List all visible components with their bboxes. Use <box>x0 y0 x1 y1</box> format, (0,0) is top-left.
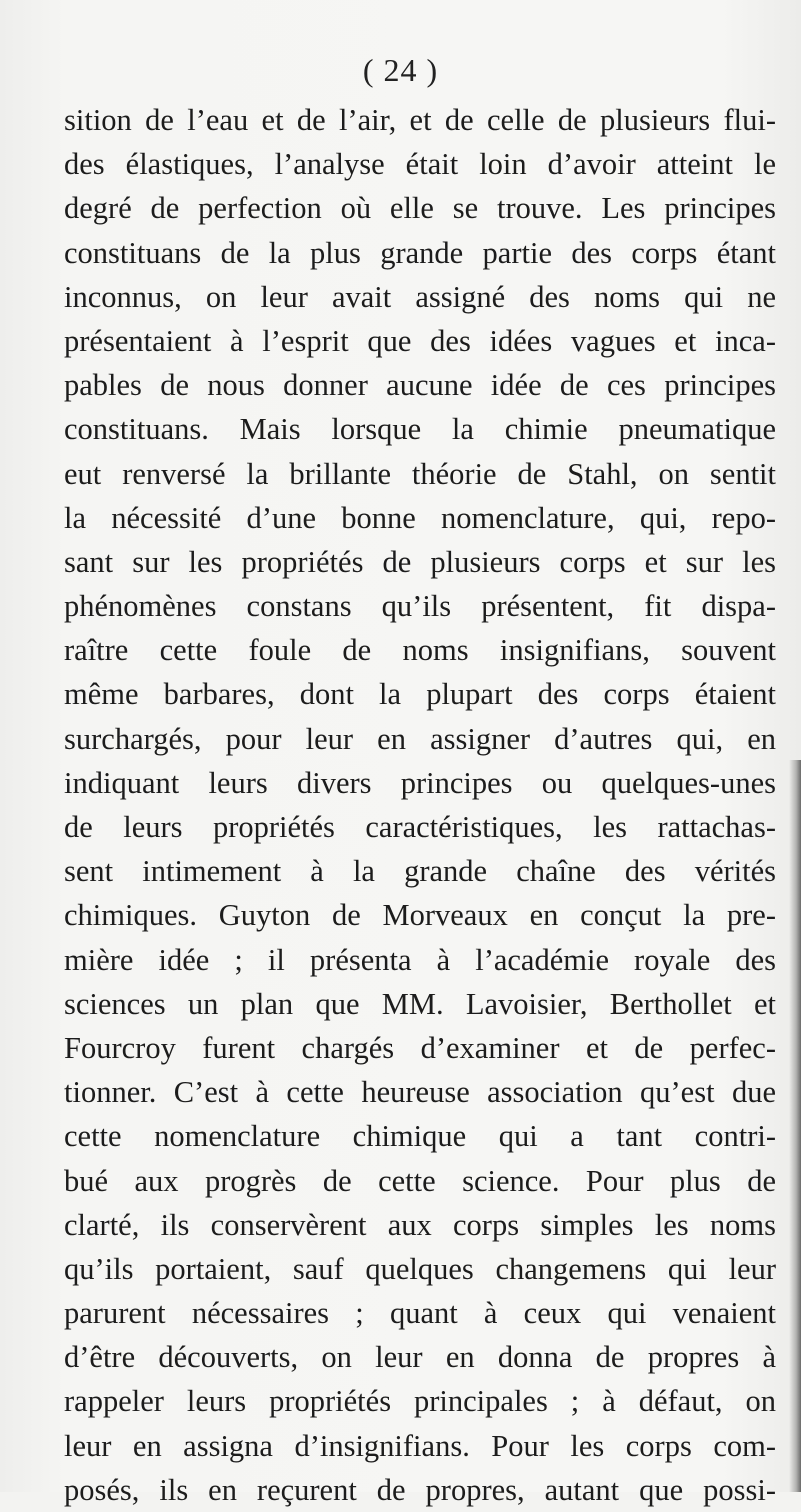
text-line: chimiques. Guyton de Morveaux en conçut la pre- <box>64 898 776 933</box>
page-edge-shadow <box>789 760 801 1492</box>
text-line: rappeler leurs propriétés principales ; à défaut, on <box>64 1384 776 1419</box>
body-text <box>64 98 776 1512</box>
text-line: indiquant leurs divers principes ou quelques-unes <box>64 765 776 800</box>
text-line: de leurs propriétés caractéristiques, les rattachas- <box>64 810 776 844</box>
text-line: cette nomenclature chimique qui a tant contri- <box>64 1119 776 1154</box>
text-line: qu’ils portaient, sauf quelques changemens qui leur <box>64 1251 776 1286</box>
text-line: sciences un plan que MM. Lavoisier, Berthollet et <box>64 986 776 1021</box>
text-line: mière idée ; il présenta à l’académie royale des <box>64 942 776 977</box>
text-line: pables de nous donner aucune idée de ces principes <box>64 368 776 403</box>
text-line: eut renversé la brillante théorie de Stahl, on sentit <box>64 456 776 491</box>
text-line: constituans de la plus grande partie des corps étant <box>64 235 776 270</box>
text-line: présentaient à l’esprit que des idées vagues et inca- <box>64 323 776 358</box>
text-line: clarté, ils conservèrent aux corps simples les noms <box>64 1207 776 1242</box>
text-line: sition de l’eau et de l’air, et de celle de plusieurs flui- <box>64 103 776 137</box>
text-line: d’être découverts, on leur en donna de propres à <box>64 1340 776 1375</box>
text-line: tionner. C’est à cette heureuse association qu’est due <box>64 1075 776 1110</box>
text-line: même barbares, dont la plupart des corps étaient <box>64 677 776 712</box>
text-line: constituans. Mais lorsque la chimie pneumatique <box>64 412 776 447</box>
text-line: raître cette foule de noms insignifians, souvent <box>64 633 776 668</box>
text-line: degré de perfection où elle se trouve. Les principes <box>64 191 776 226</box>
text-line: bué aux progrès de cette science. Pour plus de <box>64 1163 776 1198</box>
text-line: parurent nécessaires ; quant à ceux qui venaient <box>64 1296 776 1331</box>
text-line: phénomènes constans qu’ils présentent, fit dispa- <box>64 589 776 624</box>
text-line: leur en assigna d’insignifians. Pour les corps com- <box>64 1428 776 1463</box>
text-line: la nécessité d’une bonne nomenclature, qui, repo- <box>64 500 776 535</box>
text-line: Fourcroy furent chargés d’examiner et de perfec- <box>64 1030 776 1065</box>
text-line: surchargés, pour leur en assigner d’autres qui, en <box>64 721 776 756</box>
text-line: sant sur les propriétés de plusieurs corps et sur les <box>64 544 776 579</box>
text-line: sent intimement à la grande chaîne des vérités <box>64 854 776 889</box>
text-line: inconnus, on leur avait assigné des noms qui ne <box>64 279 776 314</box>
text-line: des élastiques, l’analyse était loin d’avoir atteint le <box>64 147 776 182</box>
text-line: posés, ils en reçurent de propres, autant que possi- <box>64 1472 776 1507</box>
page-number: ( 24 ) <box>362 52 439 88</box>
